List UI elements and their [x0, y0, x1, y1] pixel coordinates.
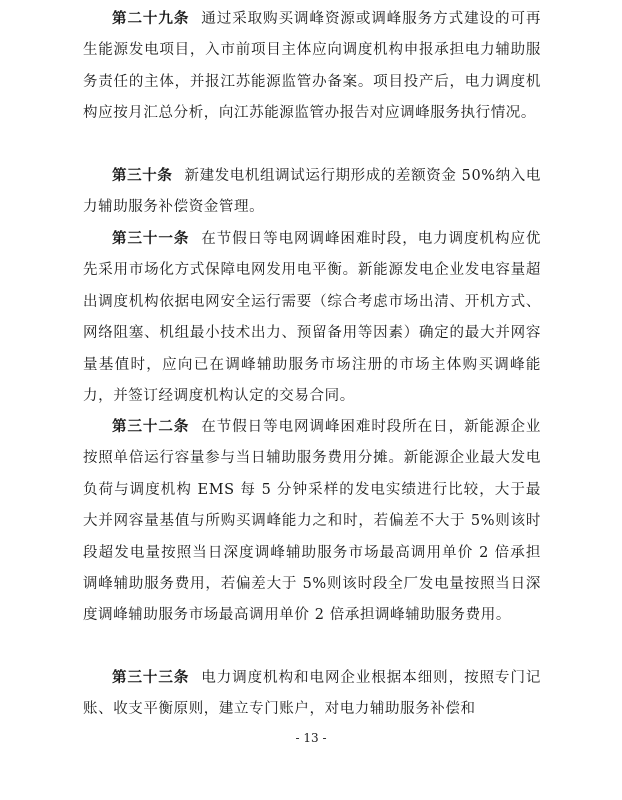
article-29 [83, 4, 541, 130]
article-text: 在节假日等电网调峰困难时段，电力调度机构应优先采用市场化方式保障电网发用电平衡。新能源发电企业发电容量超出调度机构依据电网安全运行需要（综合考虑市场出清、开机方式、网络阻塞、机组最小技术出力、预留备用等因素）确定的最大并网容量基值时，应向已在调峰辅助服务市场注册的市场主体购买调峰能力，并签订经调度机构认定的交易合同。 [83, 231, 542, 405]
article-30 [83, 161, 541, 224]
article-number: 第三十三条 [112, 670, 190, 686]
article-number: 第二十九条 [112, 11, 190, 27]
article-31 [83, 224, 541, 412]
article-33 [83, 663, 541, 726]
article-32 [83, 412, 541, 632]
article-text: 通过采取购买调峰资源或调峰服务方式建设的可再生能源发电项目，入市前项目主体应向调度机构申报承担电力辅助服务责任的主体，并报江苏能源监管办备案。项目投产后，电力调度机构应按月汇总分析，向江苏能源监管办报告对应调峰服务执行情况。 [83, 11, 542, 122]
article-number: 第三十二条 [112, 419, 190, 435]
article-number: 第三十一条 [112, 231, 190, 247]
page-number: - 13 - [295, 731, 327, 745]
article-text: 在节假日等电网调峰困难时段所在日，新能源企业按照单倍运行容量参与当日辅助服务费用分摊。新能源企业最大发电负荷与调度机构 EMS 每 5 分钟采样的发电实绩进行比较，大于最大并网容量基值与所购买调峰能力之和时，若偏差不大于 5%则该时段超发电量按照当日深度调峰辅助服务市场最高调用单价 2 倍承担调峰辅助服务费用，若偏差大于 5%则该时段全厂发电量按照当日深度调峰辅助服务市场最高调用单价 2 倍承担调峰辅助服务费用。 [83, 419, 542, 624]
article-text: 电力调度机构和电网企业根据本细则，按照专门记账、收支平衡原则，建立专门账户，对电力辅助服务补偿和 [83, 670, 542, 718]
article-number: 第三十条 [112, 168, 173, 184]
article-text: 新建发电机组调试运行期形成的差额资金 50%纳入电力辅助服务补偿资金管理。 [83, 168, 542, 216]
